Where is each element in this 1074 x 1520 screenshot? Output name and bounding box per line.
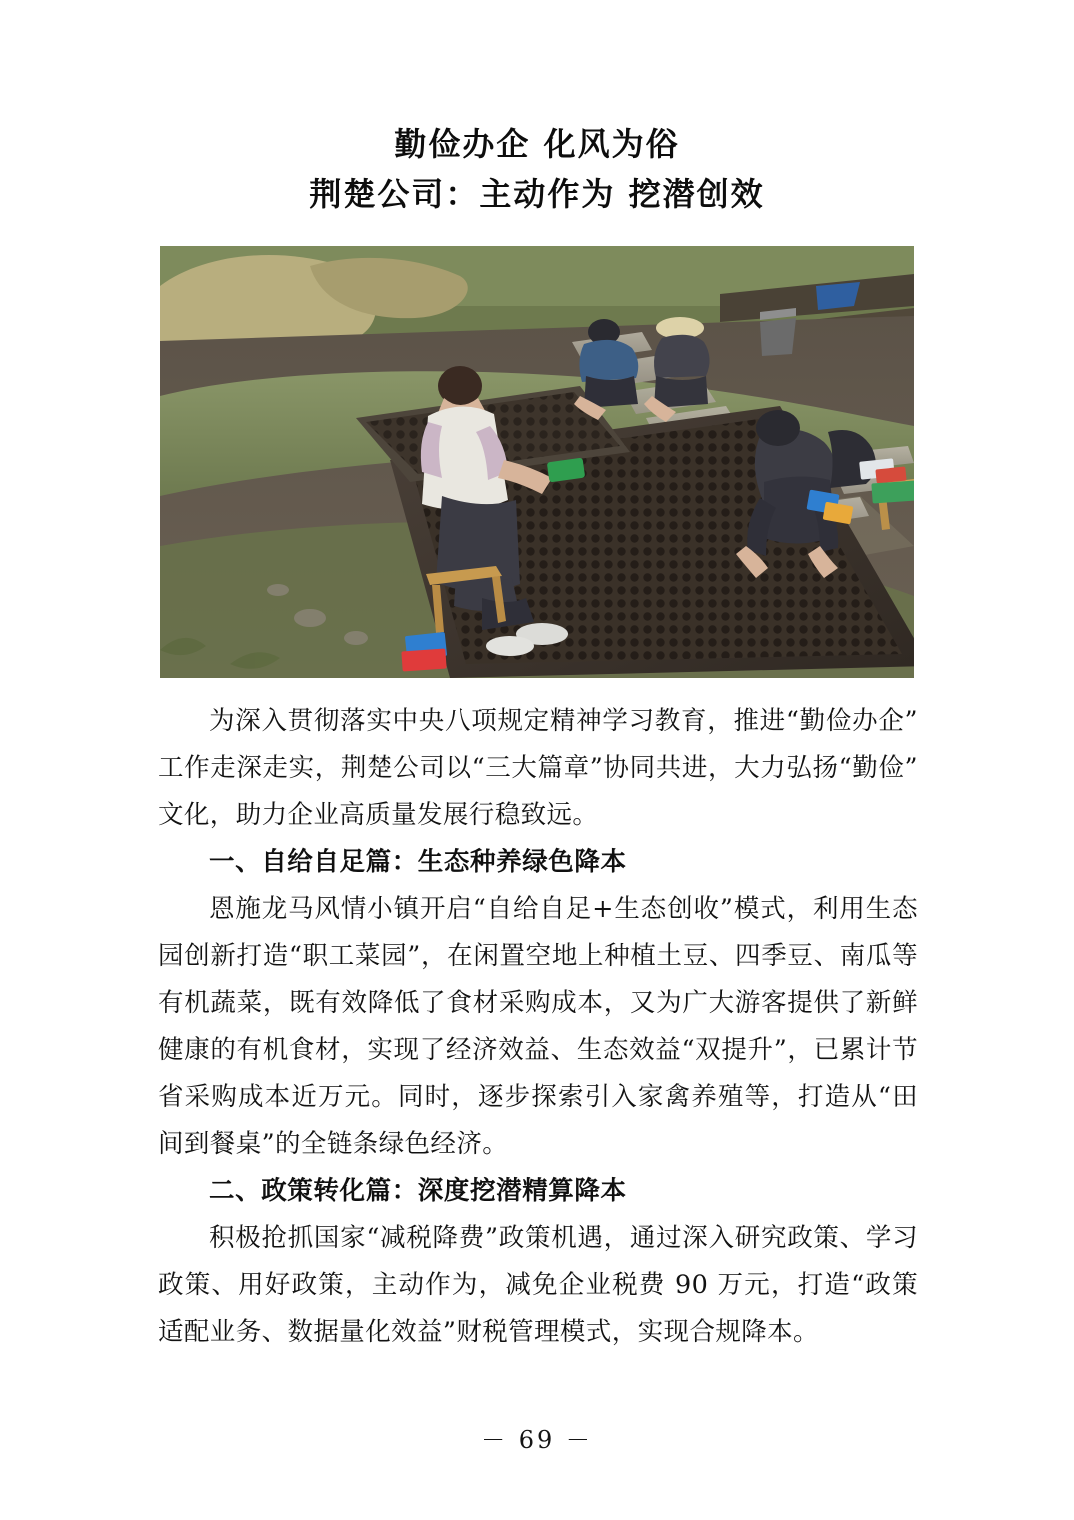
page-number: － 69 － xyxy=(481,1426,593,1454)
paragraph-section-1: 恩施龙马风情小镇开启“自给自足+生态创收”模式，利用生态园创新打造“职工菜园”，在闲置空地上种植土豆、四季豆、南瓜等有机蔬菜，既有效降低了食材采购成本，又为广大游客提供了新鲜健康的有机食材，实现了经济效益、生态效益“双提升”，已累计节省采购成本近万元。同时，逐步探索引入家禽养殖等，打造从“田间到餐桌”的全链条绿色经济。 xyxy=(158,894,918,1159)
article-body xyxy=(158,698,918,1356)
title-line-1: 勤俭办企 化风为俗 xyxy=(394,125,680,163)
article-photo xyxy=(160,246,914,678)
paragraph-intro: 为深入贯彻落实中央八项规定精神学习教育，推进“勤俭办企”工作走深走实，荆楚公司以“三大篇章”协同共进，大力弘扬“勤俭”文化，助力企业高质量发展行稳致远。 xyxy=(158,706,918,830)
paragraph-section-2: 积极抢抓国家“减税降费”政策机遇，通过深入研究政策、学习政策、用好政策，主动作为，减免企业税费 90 万元，打造“政策适配业务、数据量化效益”财税管理模式，实现合规降本。 xyxy=(158,1223,918,1347)
page-title xyxy=(0,120,1074,219)
section-heading-1: 一、自给自足篇：生态种养绿色降本 xyxy=(209,847,627,877)
title-line-2: 荆楚公司：主动作为 挖潜创效 xyxy=(309,174,765,213)
section-heading-2: 二、政策转化篇：深度挖潜精算降本 xyxy=(209,1176,627,1206)
photo-illustration xyxy=(160,246,914,678)
